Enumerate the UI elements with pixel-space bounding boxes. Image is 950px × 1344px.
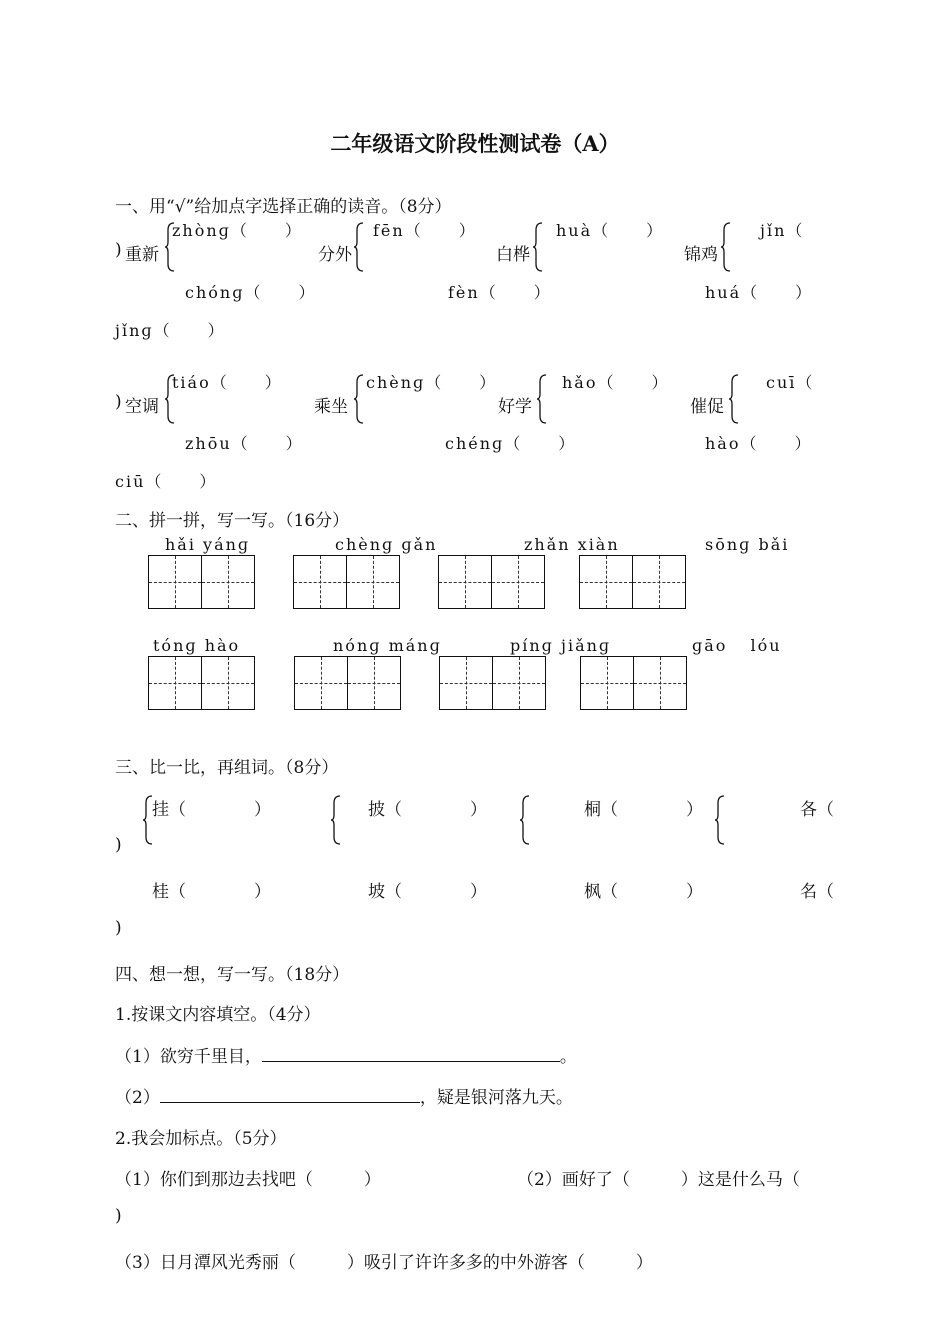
char-pair-bottom: 坡（ ） — [368, 882, 487, 902]
pinyin-option: chénɡ（ ） — [445, 434, 577, 453]
answer-line[interactable] — [262, 1060, 560, 1062]
pinyin-label: tónɡ hào — [153, 636, 241, 655]
pinyin-option: jǐn（ — [760, 221, 805, 240]
char-pair-top: 各（ — [800, 800, 834, 820]
pinyin-label: sōnɡ bǎi — [705, 535, 790, 554]
section-3-heading: 三、比一比，再组词。（8分） — [115, 758, 339, 778]
section-4-heading: 四、想一想，写一写。（18分） — [115, 965, 350, 985]
brace — [720, 222, 730, 272]
writing-grid[interactable] — [438, 555, 545, 609]
char-pair-top: 披（ ） — [368, 800, 487, 820]
brace — [532, 222, 542, 272]
brace — [353, 374, 363, 424]
brace — [536, 374, 546, 424]
paren-close: ) — [115, 918, 122, 938]
word: 乘坐 — [314, 397, 348, 417]
punctuation-item: （1）你们到那边去找吧（ ） — [115, 1170, 381, 1190]
brace — [142, 795, 152, 845]
pinyin-option: hǎo（ ） — [562, 373, 670, 392]
paren-close: ) — [115, 392, 122, 412]
pinyin-option: zhònɡ（ ） — [172, 221, 303, 240]
char-pair-top: 挂（ ） — [152, 800, 271, 820]
punctuation-item: （2）画好了（ ）这是什么马（ — [517, 1170, 800, 1190]
question-1: 1.按课文内容填空。（4分） — [115, 1005, 321, 1025]
pinyin-label: ɡāo lóu — [692, 636, 782, 655]
pinyin-label: zhǎn xiàn — [524, 535, 620, 554]
pinyin-option: fēn（ ） — [373, 221, 477, 240]
writing-grid[interactable] — [294, 656, 401, 710]
pinyin-option: huà（ ） — [556, 221, 665, 240]
brace — [330, 795, 340, 845]
paren-close: ) — [115, 1206, 122, 1226]
pinyin-option: zhōu（ ） — [185, 434, 304, 453]
word: 锦鸡 — [684, 245, 718, 265]
word: 空调 — [125, 397, 159, 417]
word: 分外 — [318, 245, 352, 265]
pinyin-option: cuī（ — [766, 373, 815, 392]
pinyin-option: tiáo（ ） — [172, 373, 283, 392]
brace — [714, 795, 724, 845]
answer-line[interactable] — [160, 1101, 420, 1103]
pinyin-option: hào（ ） — [705, 434, 813, 453]
page-title: 二年级语文阶段性测试卷（A） — [330, 131, 620, 156]
brace — [164, 374, 174, 424]
section-2-heading: 二、拼一拼，写一写。（16分） — [115, 511, 350, 531]
pinyin-option: jǐnɡ（ ） — [115, 321, 226, 340]
pinyin-label: pínɡ jiǎnɡ — [510, 636, 612, 655]
pinyin-label: nónɡ mánɡ — [333, 636, 442, 655]
pinyin-option: fèn（ ） — [448, 283, 552, 302]
char-pair-bottom: 枫（ ） — [584, 882, 703, 902]
pinyin-label: hǎi yánɡ — [165, 535, 251, 554]
paren-close: ) — [115, 240, 122, 260]
brace — [728, 374, 738, 424]
writing-grid[interactable] — [148, 656, 255, 710]
pinyin-option: ciū（ ） — [115, 472, 218, 491]
fill-blank-1-suffix: 。 — [559, 1047, 577, 1067]
fill-blank-2-prefix: （2） — [115, 1088, 160, 1108]
brace — [519, 795, 529, 845]
section-1-heading: 一、用“√”给加点字选择正确的读音。（8分） — [115, 197, 452, 217]
fill-blank-1 — [115, 1042, 577, 1067]
brace — [353, 222, 363, 272]
writing-grid[interactable] — [580, 656, 687, 710]
writing-grid[interactable] — [439, 656, 546, 710]
writing-grid[interactable] — [293, 555, 400, 609]
fill-blank-2-suffix: ，疑是银河落九天。 — [419, 1088, 573, 1108]
char-pair-bottom: 桂（ ） — [152, 882, 271, 902]
fill-blank-1-prefix: （1）欲穷千里目， — [115, 1047, 262, 1067]
word: 催促 — [690, 397, 724, 417]
char-pair-top: 桐（ ） — [584, 800, 703, 820]
pinyin-option: chónɡ（ ） — [185, 283, 317, 302]
word: 白桦 — [496, 245, 530, 265]
punctuation-item: （3）日月潭风光秀丽（ ）吸引了许许多多的中外游客（ ） — [115, 1253, 653, 1273]
char-pair-bottom: 名（ — [800, 882, 834, 902]
question-2: 2.我会加标点。（5分） — [115, 1129, 287, 1149]
word: 好学 — [498, 397, 532, 417]
writing-grid[interactable] — [579, 555, 686, 609]
paren-close: ) — [115, 835, 122, 855]
word: 重新 — [125, 245, 159, 265]
pinyin-label: chènɡ ɡǎn — [335, 535, 438, 554]
pinyin-option: huá（ ） — [705, 283, 814, 302]
fill-blank-2 — [115, 1083, 573, 1108]
pinyin-option: chènɡ（ ） — [366, 373, 498, 392]
brace — [164, 222, 174, 272]
writing-grid[interactable] — [148, 555, 255, 609]
